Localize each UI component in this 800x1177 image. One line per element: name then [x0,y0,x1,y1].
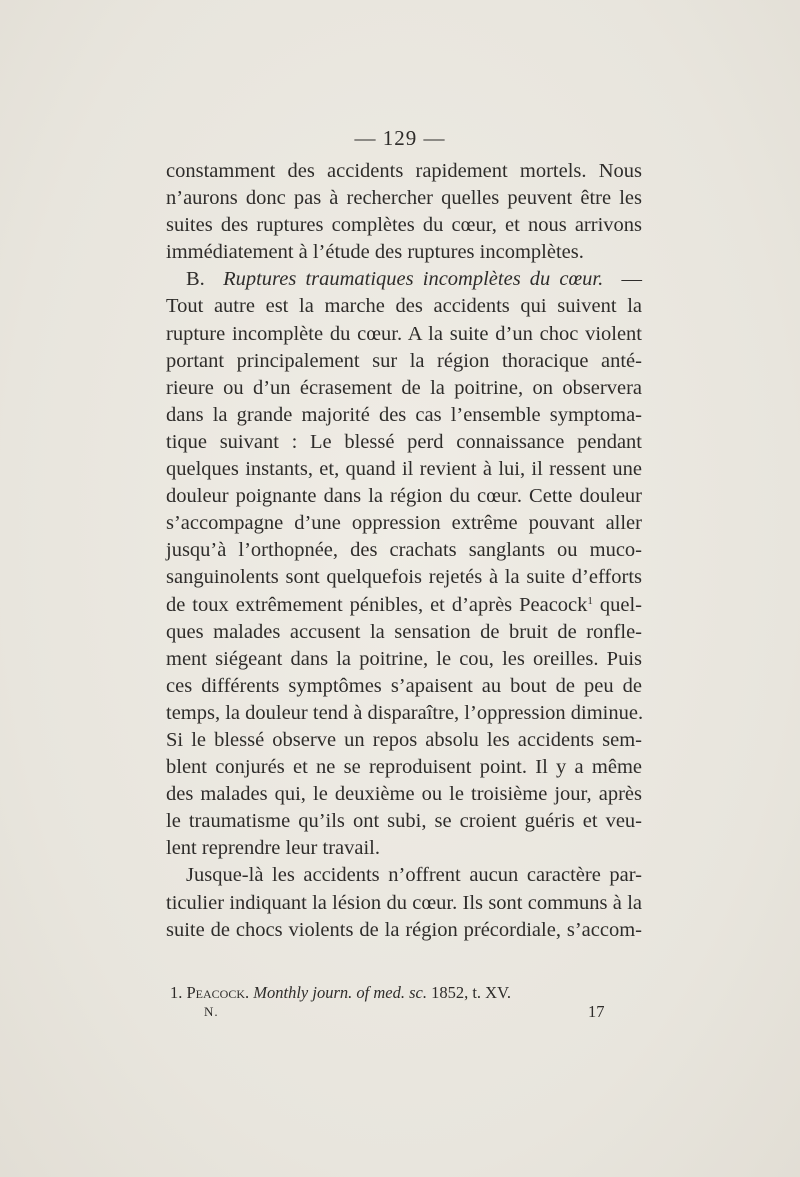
text-line: rupture incomplète du cœur. A la suite d’un choc violent [166,322,642,345]
text-segment: de toux extrêmement pénibles, et d’après Peacock [166,593,588,616]
text-line: Jusque-là les accidents n’offrent aucun caractère par- [186,864,642,887]
text-line: jusqu’à l’orthopnée, des crachats sanglants ou muco- [166,539,642,562]
text-line: s’accompagne d’une oppression extrême pouvant aller [166,512,642,535]
text-line: dans la grande majorité des cas l’ensemble symptoma- [166,403,642,426]
text-line: sanguinolents sont quelquefois rejetés à la suite d’efforts [166,566,642,589]
text-line: ment siégeant dans la poitrine, le cou, les oreilles. Puis [166,647,642,670]
signature-mark: N. [204,1004,219,1019]
text-line: rieure ou d’un écrasement de la poitrine, on observera [166,376,642,399]
section-label: B. [186,268,205,291]
text-line: quelques instants, et, quand il revient à lui, il ressent une [166,458,642,481]
text-line: le traumatisme qu’ils ont subi, se croient guéris et veu- [166,810,642,833]
text-line: suites des ruptures complètes du cœur, et nous arrivons [166,214,642,237]
text-line: douleur poignante dans la région du cœur. Cette douleur [166,485,642,508]
text-line: constamment des accidents rapidement mortels. Nous [166,160,642,182]
text-line: n’aurons donc pas à rechercher quelles peuvent être les [166,187,642,210]
footnote-details: 1852, t. XV. [431,983,511,1002]
text-line: ques malades accusent la sensation de bruit de ronfle- [166,620,642,643]
sheet-number: 17 [588,1002,605,1021]
text-line: ticulier indiquant la lésion du cœur. Ils sont communs à la [166,891,642,914]
text-segment: quel- [592,593,642,616]
text-line: immédiatement à l’étude des ruptures incomplètes. [166,241,584,264]
text-line: temps, la douleur tend à disparaître, l’oppression diminue. [166,701,644,724]
text-line: blent conjurés et ne se reproduisent point. Il y a même [166,756,642,779]
footnote-author: Peacock. [186,983,250,1002]
footnote-journal: Monthly journ. of med. sc. [253,983,427,1002]
section-heading-line [166,266,642,293]
footnote-number: 1. [170,983,183,1002]
section-title: Ruptures traumatiques incomplètes du cœur. [223,268,604,291]
body-text [166,158,642,944]
text-line: des malades qui, le deuxième ou le troisième jour, après [166,783,642,806]
text-line: lent reprendre leur travail. [166,837,380,860]
footnote [170,983,630,1003]
text-line: Tout autre est la marche des accidents qui suivent la [166,295,642,318]
page-header: — 129 — [354,126,446,150]
text-line-with-footnote-ref [166,592,642,619]
text-line: ces différents symptômes s’apaisent au bout de peu de [166,674,642,697]
text-line: tique suivant : Le blessé perd connaissance pendant [166,430,642,453]
text-line: Si le blessé observe un repos absolu les accidents sem- [166,728,642,751]
footnote-ref[interactable]: 1 [587,594,593,607]
text-line: suite de chocs violents de la région précordiale, s’accom- [166,918,642,941]
section-dash: — [621,268,643,291]
text-line: portant principalement sur la région thoracique anté- [166,349,642,372]
